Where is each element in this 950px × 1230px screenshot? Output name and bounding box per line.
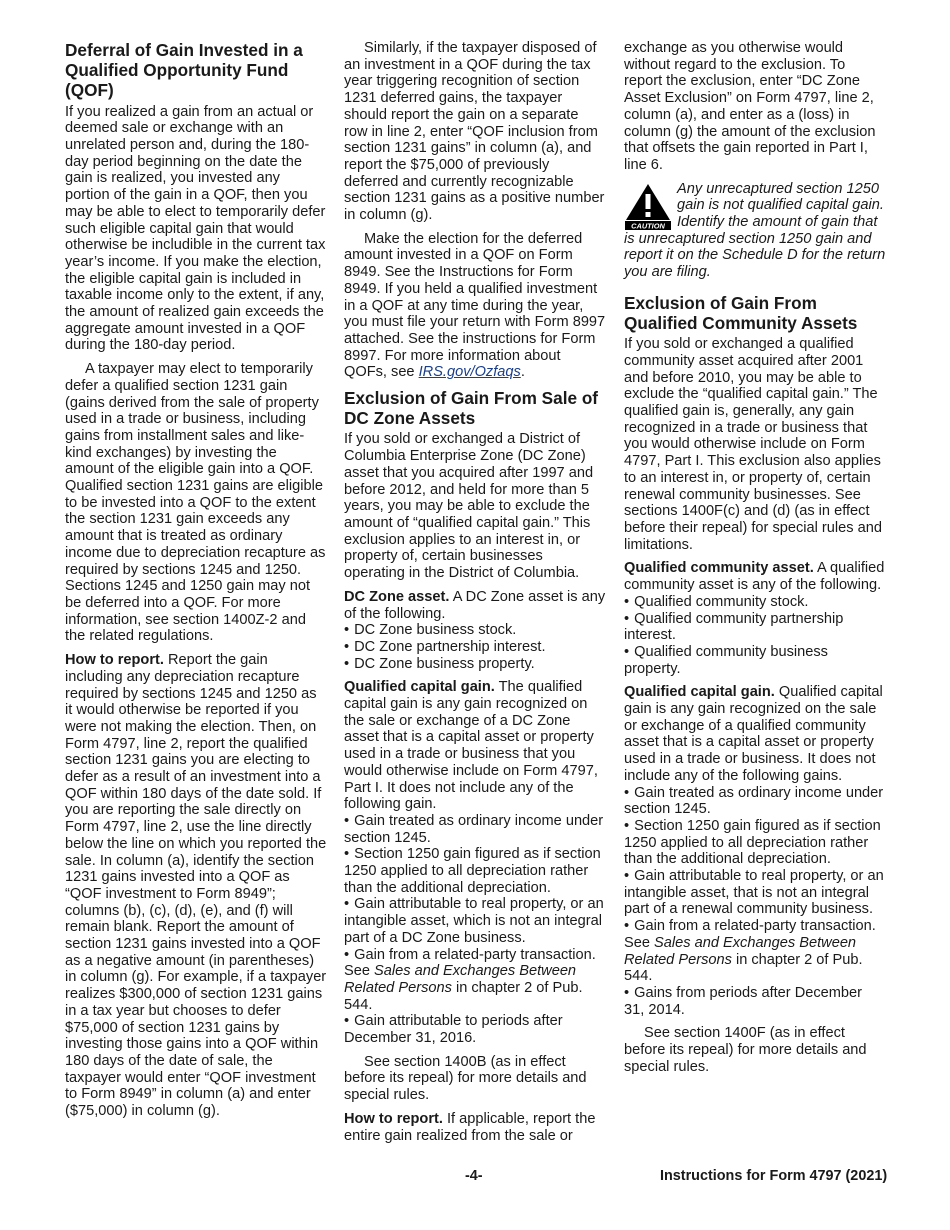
list-item: • DC Zone partnership interest. bbox=[344, 638, 546, 655]
run-in-heading-qualified-capital-gain: Qualified capital gain. bbox=[344, 679, 495, 696]
svg-text:CAUTION: CAUTION bbox=[631, 220, 665, 230]
paragraph-community-intro: If you sold or exchanged a qualified community asset acquired after 2001 and before 2010, you may be able to exclude the “qualified capital gain.” The qualified gain is, generally, any gain recognized in a trade or business that you would otherwise include on Form 4797, Part I. This exclusion also applies to an interest in, or property of, certain renewal community businesses. See sections 1400F(c) and (d) (as in effect before their repeal) for special rules and limitations. bbox=[624, 336, 882, 553]
list-item: • Gain attributable to periods after December 31, 2016. bbox=[344, 1013, 563, 1047]
list-item: • Gain treated as ordinary income under section 1245. bbox=[624, 784, 884, 818]
paragraph-election bbox=[344, 231, 606, 381]
list-item: • Gains from periods after December 31, 2014. bbox=[624, 984, 863, 1018]
footer-form-title: Instructions for Form 4797 (2021) bbox=[660, 1168, 888, 1184]
heading-qof-deferral: Deferral of Gain Invested in a Qualified Opportunity Fund (QOF) bbox=[65, 40, 303, 101]
list-item: • Gain from a related-party transaction. See Sales and Exchanges Between Related Persons in chapter 2 of Pub. 544. bbox=[624, 918, 876, 985]
community-asset-list bbox=[624, 594, 886, 678]
list-item: • Qualified community business property. bbox=[624, 643, 828, 677]
how-to-report-text: Report the gain including any depreciation recapture required by sections 1245 and 1250 as it would otherwise be reported if you were not making the election. Then, on Form 4797, line 2, report the qualified section 1231 gains you are electing to defer as a result of an investment into a QOF within 180 days of the date sold. If you are reporting the sale directly on Form 4797, line 2, use the line directly below the line on which you reported the sale. In column (a), identify the section 1231 gains invested into a QOF as “QOF investment to Form 8949”; columns (b), (c), (d), (e), and (f) will remain blank. Report the amount of section 1231 gains invested into a QOF as a negative amount (in parentheses) in column (g). For example, if a taxpayer realizes $300,000 of section 1231 gains in a tax year but chooses to defer $75,000 of section 1231 gains by investing those gains into a QOF within 180 days of the date of sale, the taxpayer would enter “QOF investment to Form 8949” in column (a) and enter ($75,000) in column (g). bbox=[65, 652, 327, 1120]
list-item: • Qualified community stock. bbox=[624, 593, 809, 610]
list-item: • Gain attributable to real property, or an intangible asset, which is not an integral part of a DC Zone business. bbox=[344, 896, 604, 946]
paragraph-dc-how-to-report bbox=[344, 1111, 606, 1144]
paragraph-section-1231: A taxpayer may elect to temporarily defer a qualified section 1231 gain (gains derived from the sale of property used in a trade or business, including gains from installment sales and like-kind exchanges) by investing the amount of the eligible gain into a QOF. Qualified section 1231 gains are eligible to be invested into a QOF to the extent the section 1231 gain exceeds any amount that is treated as ordinary income due to depreciation recapture as required by sections 1245 and 1250. Sections 1245 and 1250 gain may not be deferred into a QOF. For more information, see section 1400Z-2 and the related regulations. bbox=[65, 361, 326, 645]
paragraph-dc-qualified-capital-gain bbox=[344, 679, 606, 813]
list-item: • Qualified community partnership interest. bbox=[624, 610, 844, 644]
list-item: • Gain attributable to real property, or an intangible asset, that is not an integral part of a renewal community business. bbox=[624, 868, 884, 918]
paragraph-see-1400f: See section 1400F (as in effect before its repeal) for more details and special rules. bbox=[624, 1025, 867, 1075]
list-item: • DC Zone business property. bbox=[344, 655, 535, 672]
caution-text: Any unrecaptured section 1250 gain is not qualified capital gain. Identify the amount of gain that is unrecaptured section 1250 gain and report it on the Schedule D for the return you are filing. bbox=[624, 180, 886, 281]
dc-how-to-report-text: If applicable, report the entire gain realized from the sale or bbox=[344, 1110, 596, 1144]
column-1 bbox=[65, 40, 327, 1127]
qualified-community-asset-text: A qualified community asset is any of the following. bbox=[624, 560, 885, 594]
election-text: Make the election for the deferred amount invested in a QOF on Form 8949. See the Instructions for Form 8949. If you held a qualified investment in a QOF at any time during the year, you must file your return with Form 8997 attached. See the instructions for Form 8997. For more information about QOFs, see bbox=[344, 230, 606, 381]
run-in-heading-how-to-report: How to report. bbox=[344, 1110, 443, 1127]
dc-zone-asset-text: A DC Zone asset is any of the following. bbox=[344, 588, 606, 622]
run-in-heading-dc-zone-asset: DC Zone asset. bbox=[344, 588, 450, 605]
paragraph-qof-disposal: Similarly, if the taxpayer disposed of an investment in a QOF during the tax year triggering recognition of section 1231 deferred gains, the taxpayer should report the gain on a separate row in line 2, enter “QOF inclusion from section 1231 gains” in column (a), and report the $75,000 of previously deferred and currently recognizable section 1231 gains as a positive number in column (g). bbox=[344, 40, 605, 224]
dc-zone-asset-list bbox=[344, 622, 606, 672]
heading-dc-zone: Exclusion of Gain From Sale of DC Zone Assets bbox=[344, 388, 599, 429]
paragraph-dc-zone-asset bbox=[344, 589, 606, 622]
community-qualified-capital-gain-text: Qualified capital gain is any gain recognized on the sale or exchange of a qualified community asset that is a capital asset or property used in a trade or business. It does not include any of the following gains. bbox=[624, 684, 883, 784]
community-excluded-gains-list bbox=[624, 785, 886, 1019]
list-item: • DC Zone business stock. bbox=[344, 622, 517, 639]
election-end: . bbox=[520, 364, 525, 381]
column-2 bbox=[344, 40, 606, 1151]
run-in-heading-qualified-capital-gain: Qualified capital gain. bbox=[624, 684, 775, 701]
page-number: -4- bbox=[465, 1168, 483, 1184]
caution-note bbox=[624, 181, 886, 281]
paragraph-qualified-community-asset bbox=[624, 560, 886, 593]
irs-ozfaqs-link[interactable]: IRS.gov/Ozfaqs bbox=[418, 364, 521, 381]
paragraph-qof-intro: If you realized a gain from an actual or deemed sale or exchange with an unrelated person and, during the 180-day period beginning on the date the gain is realized, you invested any portion of the gain in a QOF, then you may be able to elect to temporarily defer such eligible capital gain that would otherwise be includible in the current tax year’s income. If you make the election, the eligible capital gain is included in taxable income only to the extent, if any, the amount of realized gain exceeds the aggregate amount invested in a QOF during the 180-day period. bbox=[65, 103, 326, 354]
list-item: • Section 1250 gain figured as if section 1250 applied to all depreciation rather than the additional depreciation. bbox=[344, 846, 601, 896]
dc-excluded-gains-list bbox=[344, 813, 606, 1047]
paragraph-community-qualified-capital-gain bbox=[624, 684, 886, 784]
column-3 bbox=[624, 40, 886, 1082]
run-in-heading-qualified-community-asset: Qualified community asset. bbox=[624, 560, 814, 577]
run-in-heading-how-to-report: How to report. bbox=[65, 652, 164, 669]
paragraph-dc-exclusion-continued: exchange as you otherwise would without regard to the exclusion. To report the exclusion, enter “DC Zone Asset Exclusion” on Form 4797, line 2, column (a), and enter as a (loss) in column (g) the amount of the exclusion that offsets the gain reported in Part I, line 6. bbox=[624, 40, 876, 173]
paragraph-dc-zone-intro: If you sold or exchanged a District of Columbia Enterprise Zone (DC Zone) asset that you acquired after 1997 and before 2012, and held for more than 5 years, you may be able to exclude the amount of “qualified capital gain.” This exclusion applies to an interest in, or property of, certain businesses operating in the District of Columbia. bbox=[344, 431, 594, 582]
qualified-capital-gain-text: The qualified capital gain is any gain recognized on the sale or exchange of a DC Zone asset that is a capital asset or property used in a trade or business that you would otherwise include on Form 4797, Part I. It does not include any of the following gain. bbox=[344, 679, 598, 813]
list-item: • Section 1250 gain figured as if section 1250 applied to all depreciation rather than the additional depreciation. bbox=[624, 817, 881, 868]
heading-qualified-community-assets: Exclusion of Gain From Qualified Community Assets bbox=[624, 292, 858, 334]
caution-icon bbox=[624, 182, 672, 230]
paragraph-see-1400b: See section 1400B (as in effect before its repeal) for more details and special rules. bbox=[344, 1053, 587, 1104]
list-item: • Gain treated as ordinary income under section 1245. bbox=[344, 812, 604, 846]
list-item: • Gain from a related-party transaction. See Sales and Exchanges Between Related Persons in chapter 2 of Pub. 544. bbox=[344, 946, 596, 1013]
paragraph-how-to-report bbox=[65, 652, 327, 1120]
